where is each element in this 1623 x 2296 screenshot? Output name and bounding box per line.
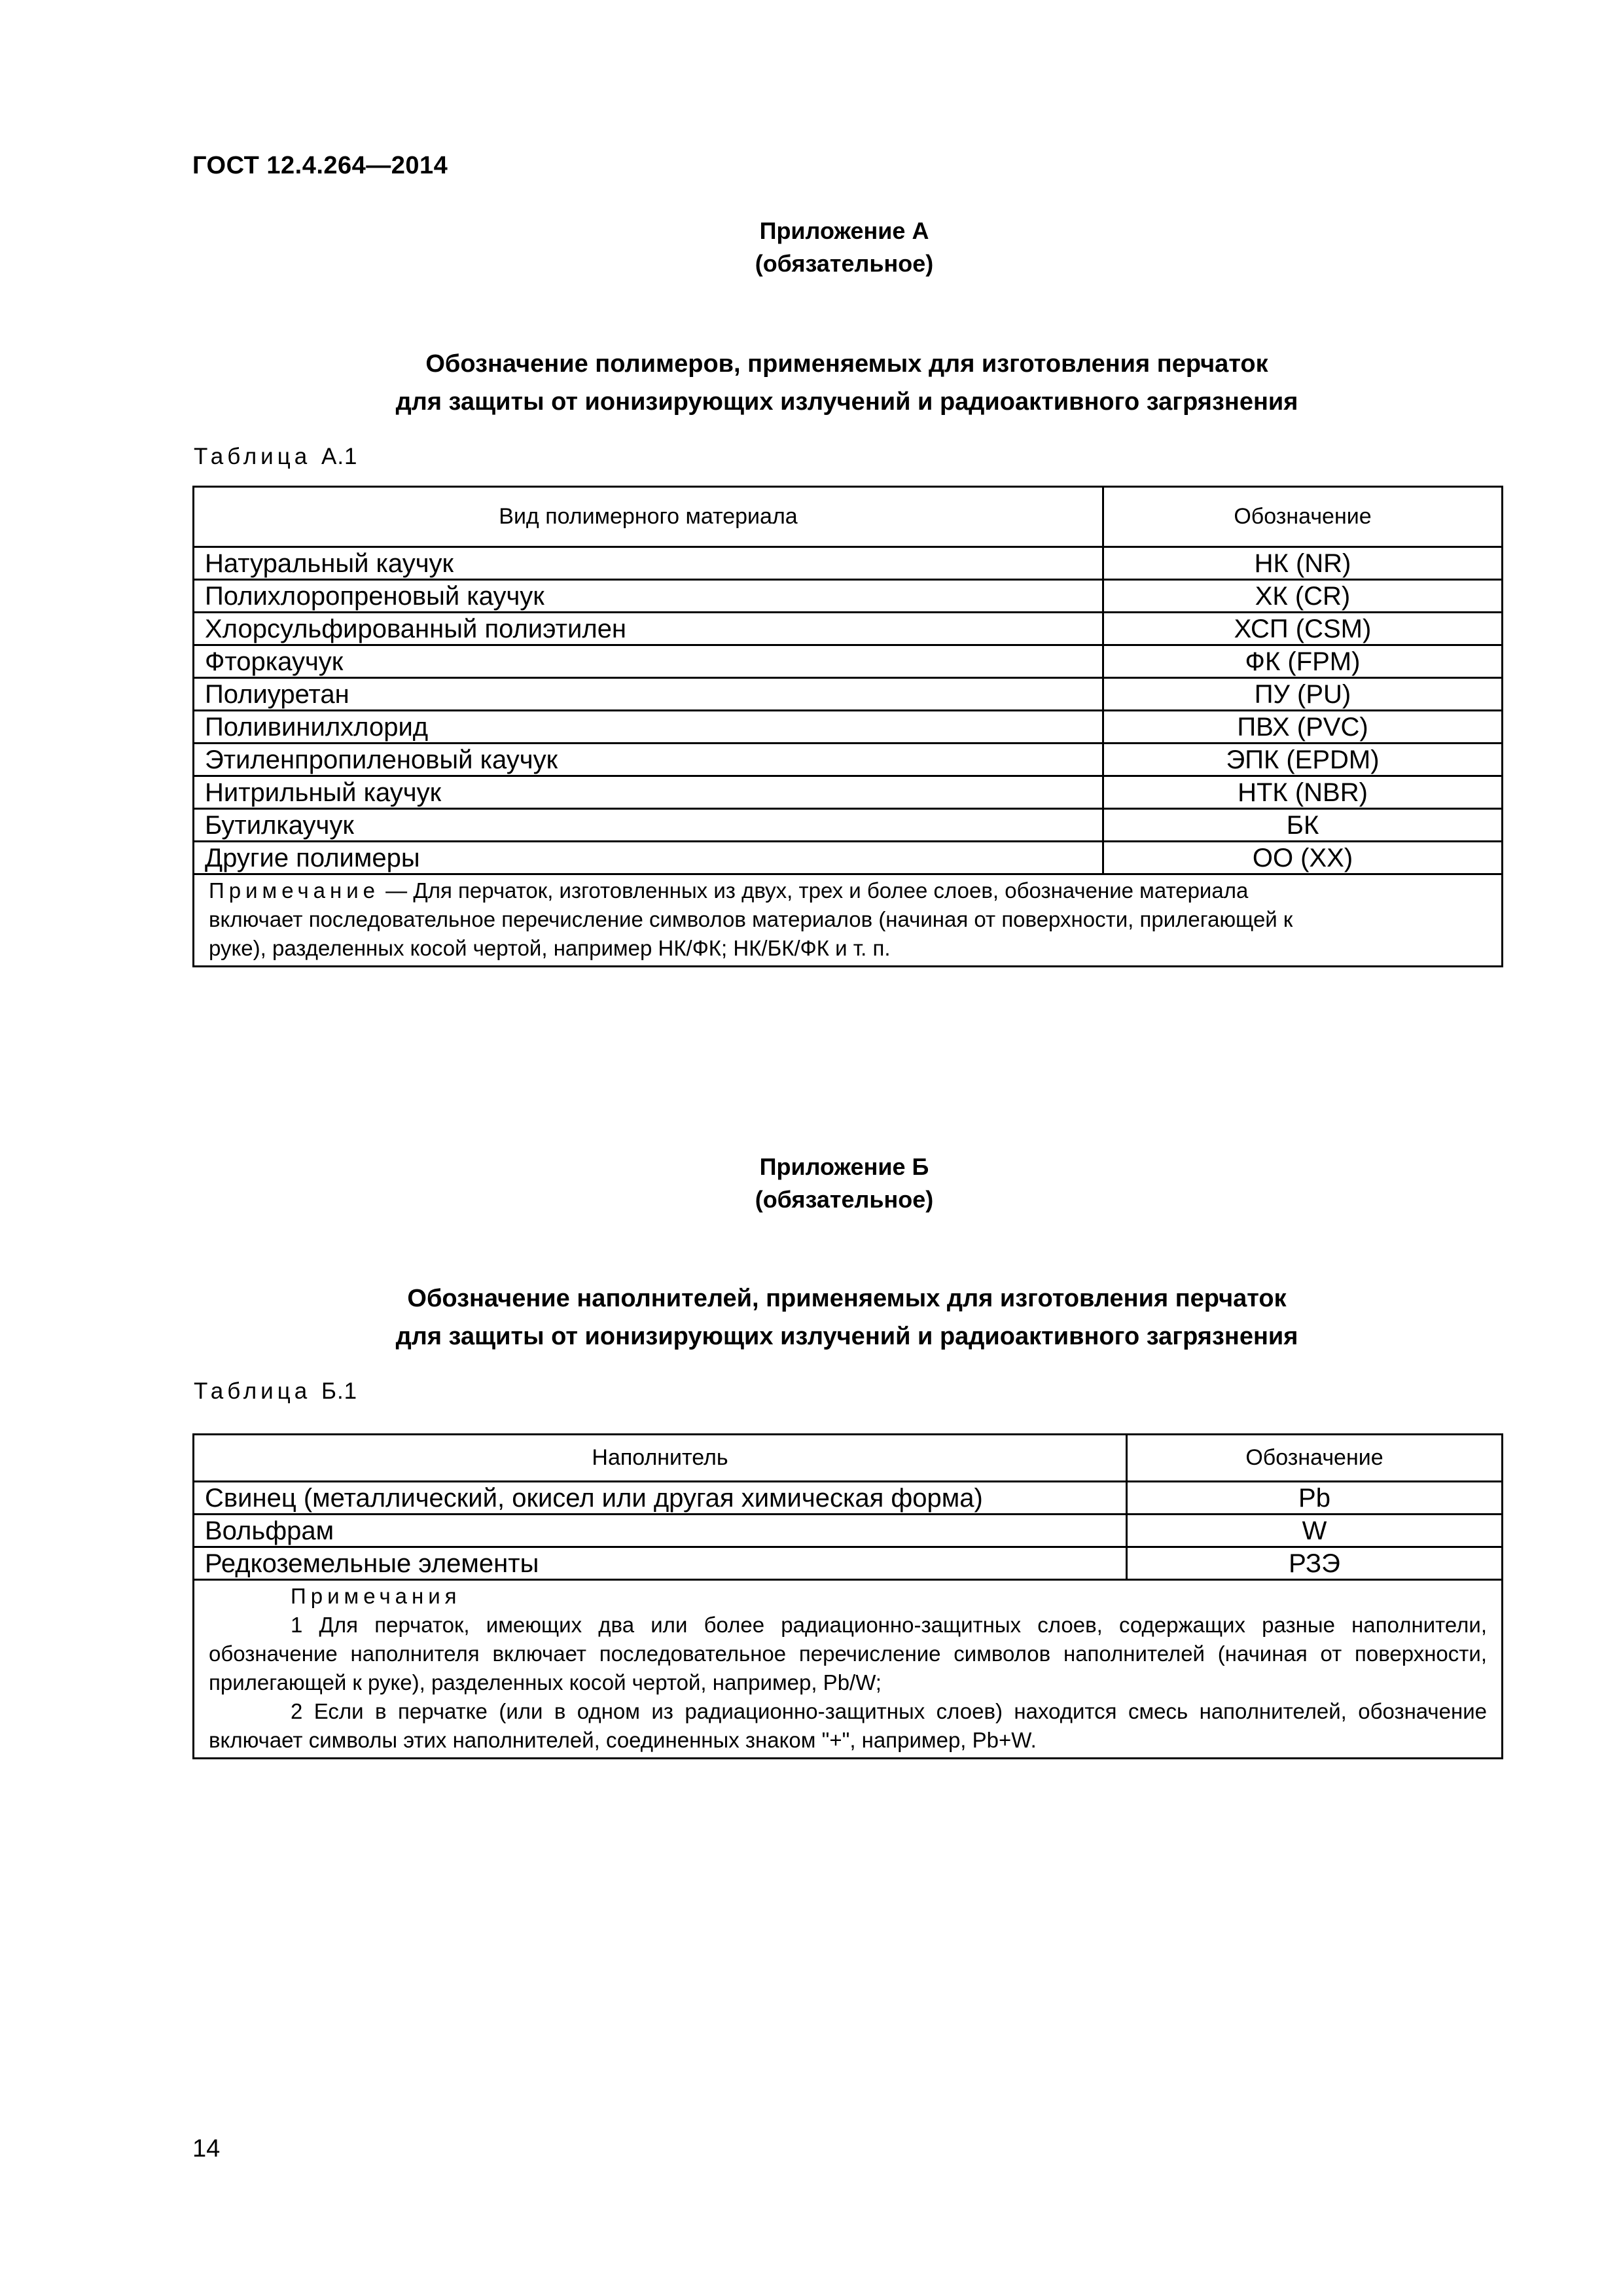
material-name: Бутилкаучук [194,809,1103,842]
table-b1-notes-row [194,1580,1503,1759]
material-name: Нитрильный каучук [194,776,1103,809]
material-code: ХК (CR) [1103,580,1503,613]
table-a1-caption [194,444,358,470]
material-code: ФК (FPM) [1103,645,1503,678]
table-row [194,776,1503,809]
table-row [194,1547,1503,1580]
table-b1-caption-number: Б.1 [321,1378,358,1404]
table-a1-header-material: Вид полимерного материала [194,487,1103,547]
material-name: Натуральный каучук [194,547,1103,580]
table-b1-notes [194,1580,1503,1759]
table-b1-header-code: Обозначение [1127,1435,1503,1482]
appendix-b-title: Приложение Б [759,1153,929,1180]
material-code: ОО (ХХ) [1103,842,1503,874]
material-code: ПУ (PU) [1103,678,1503,711]
appendix-b-heading-line1: Обозначение наполнителей, применяемых для изготовления перчаток [407,1285,1287,1312]
appendix-a-heading-line1: Обозначение полимеров, применяемых для изготовления перчаток [425,350,1268,378]
appendix-b-heading [192,1280,1501,1355]
table-b1-header-filler: Наполнитель [194,1435,1127,1482]
note-label: Примечание [209,878,380,903]
filler-code: W [1127,1515,1503,1547]
table-a1 [192,486,1503,967]
table-row [194,744,1503,776]
table-row [194,580,1503,613]
table-row [194,645,1503,678]
filler-name: Вольфрам [194,1515,1127,1547]
table-a1-note-line2: включает последовательное перечисление символов материалов (начиная от поверхности, прилегающей к [209,907,1293,931]
table-a1-note-line1 [209,876,1487,905]
appendix-a-heading [192,345,1501,421]
page-number: 14 [192,2135,221,2162]
table-a1-note-row [194,874,1503,967]
material-name: Полиуретан [194,678,1103,711]
material-code: БК [1103,809,1503,842]
filler-name: Свинец (металлический, окисел или другая химическая форма) [194,1482,1127,1515]
appendix-a-heading-line2: для защиты от ионизирующих излучений и радиоактивного загрязнения [395,388,1298,416]
material-name: Этиленпропиленовый каучук [194,744,1103,776]
table-row [194,1482,1503,1515]
table-a1-header-code: Обозначение [1103,487,1503,547]
material-name: Поливинилхлорид [194,711,1103,744]
table-a1-header-row [194,487,1503,547]
document-code: ГОСТ 12.4.264—2014 [192,152,448,179]
table-b1-note2: 2 Если в перчатке (или в одном из радиационно-защитных слоев) находится смесь наполнителей, обозначение включает символы этих наполнителей, соединенных знаком "+", например, Pb+W. [209,1699,1487,1752]
filler-code: Pb [1127,1482,1503,1515]
material-name: Полихлоропреновый каучук [194,580,1103,613]
filler-code: РЗЭ [1127,1547,1503,1580]
material-code: ЭПК (EPDM) [1103,744,1503,776]
note-text: — Для перчаток, изготовленных из двух, трех и более слоев, обозначение материала [380,878,1249,903]
table-row [194,842,1503,874]
table-a1-note-line3: руке), разделенных косой чертой, например НК/ФК; НК/БК/ФК и т. п. [209,936,891,960]
appendix-b-heading-line2: для защиты от ионизирующих излучений и радиоактивного загрязнения [395,1323,1298,1350]
table-row [194,613,1503,645]
table-row [194,711,1503,744]
appendix-b-status: (обязательное) [755,1186,934,1213]
table-b1 [192,1433,1503,1759]
appendix-a-status: (обязательное) [755,250,934,277]
table-a1-caption-number: А.1 [321,444,358,469]
table-row [194,547,1503,580]
appendix-a-title: Приложение А [759,217,929,244]
table-row [194,1515,1503,1547]
table-a1-caption-prefix: Таблица [194,444,312,469]
table-row [194,809,1503,842]
notes-label: Примечания [291,1584,461,1608]
table-a1-note [194,874,1503,967]
table-b1-note1: 1 Для перчаток, имеющих два или более радиационно-защитных слоев, содержащих разные наполнители, обозначение наполнителя включает последовательное перечисление символов наполнителей (начиная от поверхности, прилегающей к руке), разделенных косой чертой, например, Pb/W; [209,1613,1487,1695]
material-name: Фторкаучук [194,645,1103,678]
table-b1-caption-prefix: Таблица [194,1378,312,1404]
material-name: Другие полимеры [194,842,1103,874]
table-b1-header-row [194,1435,1503,1482]
material-code: НК (NR) [1103,547,1503,580]
table-b1-caption [194,1378,357,1405]
material-code: НТК (NBR) [1103,776,1503,809]
filler-name: Редкоземельные элементы [194,1547,1127,1580]
material-name: Хлорсульфированный полиэтилен [194,613,1103,645]
table-row [194,678,1503,711]
material-code: ХСП (CSM) [1103,613,1503,645]
material-code: ПВХ (PVC) [1103,711,1503,744]
